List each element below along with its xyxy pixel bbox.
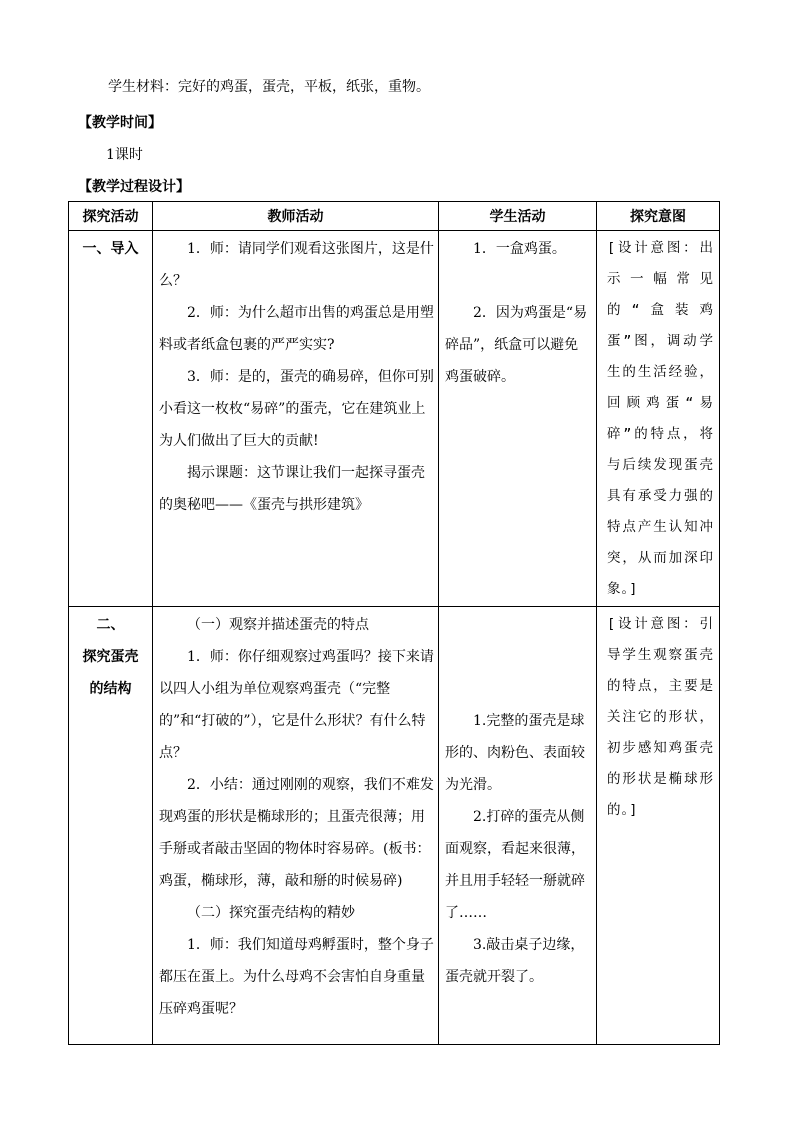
- table-row: [69, 607, 720, 1045]
- teacher-paragraph: 2．小结：通过刚刚的观察，我们不难发现鸡蛋的形状是椭球形的；且蛋壳很薄；用手掰或者敲击坚固的物体时容易碎。(板书：鸡蛋，椭球形，薄，敲和掰的时候易碎): [159, 777, 434, 889]
- student-paragraph: 2．因为鸡蛋是“易碎品”，纸盒可以避免鸡蛋破碎。: [445, 305, 588, 385]
- section-heading-process: 【教学过程设计】: [78, 179, 190, 195]
- teacher-paragraph: 1．师：我们知道母鸡孵蛋时，整个身子都压在蛋上。为什么母鸡不会害怕自身重量压碎鸡蛋呢？: [159, 937, 434, 1017]
- section-heading-time: 【教学时间】: [78, 115, 162, 131]
- intent-cell: [597, 231, 720, 607]
- header-student-activity: 学生活动: [439, 202, 597, 231]
- teacher-activity-cell: [153, 607, 439, 1045]
- student-paragraph: 1．一盒鸡蛋。: [473, 241, 566, 257]
- header-activity: 探究活动: [69, 202, 153, 231]
- lesson-duration: 1课时: [106, 147, 143, 163]
- header-teacher-activity: 教师活动: [153, 202, 439, 231]
- activity-label-line: 二、: [96, 617, 125, 633]
- student-materials-line: 学生材料：完好的鸡蛋，蛋壳，平板，纸张，重物。: [108, 79, 430, 95]
- student-paragraph: 2.打碎的蛋壳从侧面观察，看起来很薄，并且用手轻轻一掰就碎了……: [445, 809, 585, 921]
- student-paragraph: 1.完整的蛋壳是球形的、肉粉色、表面较为光滑。: [445, 713, 585, 793]
- activity-label-line: 的结构: [89, 681, 132, 697]
- student-activity-cell: [439, 607, 597, 1045]
- header-intent: 探究意图: [597, 202, 720, 231]
- teacher-paragraph: 1．师：你仔细观察过鸡蛋吗？接下来请以四人小组为单位观察鸡蛋壳（“完整的”和“打破的”），它是什么形状？有什么特点？: [159, 649, 434, 761]
- activity-explore-structure: [69, 607, 153, 1045]
- lesson-process-table: [68, 201, 720, 1045]
- teacher-paragraph: 1．师：请同学们观看这张图片，这是什么？: [159, 241, 434, 289]
- intent-text: [设计意图：引导学生观察蛋壳的特点，主要是关注它的形状，初步感知鸡蛋壳的形状是椭球形的。]: [607, 616, 714, 818]
- teacher-paragraph: 揭示课题：这节课让我们一起探寻蛋壳的奥秘吧——《蛋壳与拱形建筑》: [159, 465, 425, 513]
- activity-label-line: 探究蛋壳: [82, 649, 139, 665]
- teacher-paragraph: （一）观察并描述蛋壳的特点: [187, 617, 369, 633]
- student-paragraph: 3.敲击桌子边缘，蛋壳就开裂了。: [445, 937, 585, 985]
- activity-intro: 一、导入: [69, 231, 153, 607]
- student-activity-cell: [439, 231, 597, 607]
- teacher-activity-cell: [153, 231, 439, 607]
- teacher-paragraph: 2．师：为什么超市出售的鸡蛋总是用塑料或者纸盒包裹的严严实实?: [159, 305, 434, 353]
- intent-text: [设计意图：出示一幅常见的“盒装鸡蛋”图，调动学生的生活经验，回顾鸡蛋“易碎”的特点，将与后续发现蛋壳具有承受力强的特点产生认知冲突，从而加深印象。]: [607, 240, 714, 597]
- table-row: [69, 231, 720, 607]
- table-header-row: [69, 202, 720, 231]
- teacher-paragraph: 3．师：是的，蛋壳的确易碎，但你可别小看这一枚枚“易碎”的蛋壳，它在建筑业上为人们做出了巨大的贡献!: [159, 369, 434, 449]
- intent-cell: [597, 607, 720, 1045]
- teacher-paragraph: （二）探究蛋壳结构的精妙: [187, 905, 355, 921]
